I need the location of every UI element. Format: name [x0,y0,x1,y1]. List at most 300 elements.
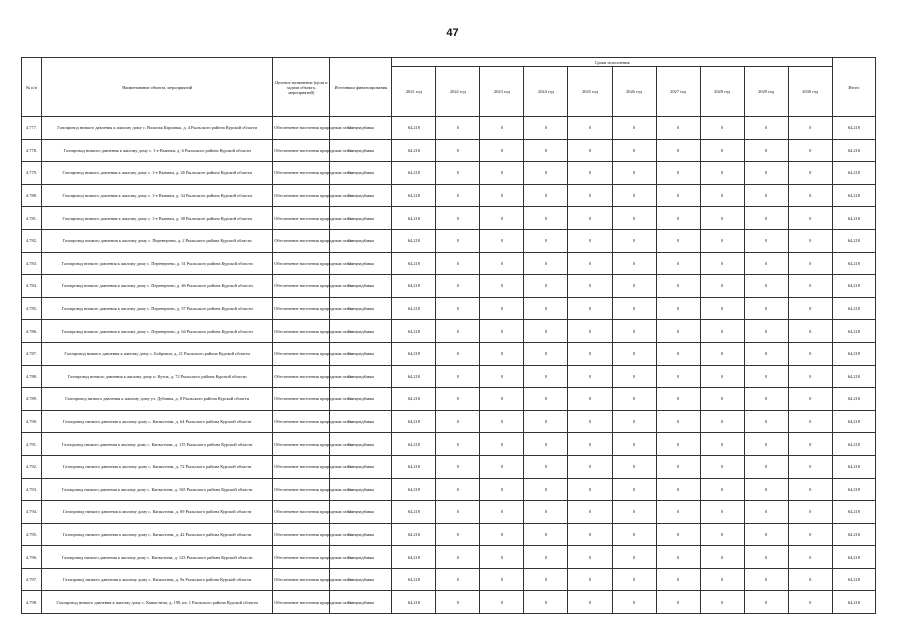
header-group: Сроки исполнения [392,58,832,67]
row-year-value: 0 [480,568,524,591]
row-year-value: 0 [744,568,788,591]
row-year-value: 0 [700,117,744,140]
row-year-value: 0 [788,297,832,320]
row-year-value: 0 [700,478,744,501]
row-year-value: 0 [700,501,744,524]
row-year-value: 0 [656,229,700,252]
row-total: 64,218 [832,139,875,162]
row-year-value: 64,218 [392,455,436,478]
row-year-value: 0 [524,433,568,456]
row-purpose: Обеспечение населения природным газом [273,342,330,365]
row-year-value: 0 [612,139,656,162]
row-year-value: 0 [480,320,524,343]
row-total: 64,218 [832,546,875,569]
row-year-value: 0 [612,591,656,614]
row-year-value: 0 [788,229,832,252]
row-name: Газопровод низкого давления к жилому дому с. Капыстичи, д. 42 Рыльского района Курской области [42,523,273,546]
row-year-value: 0 [656,546,700,569]
row-year-value: 0 [612,501,656,524]
row-year-value: 0 [656,297,700,320]
row-number: 4.796. [22,546,42,569]
row-year-value: 0 [700,184,744,207]
table-row [22,478,876,501]
header-year: 2021 год [392,67,436,117]
row-year-value: 0 [436,320,480,343]
header-purpose: Целевое назначение (цели и задачи объекта, мероприятий) [273,58,330,117]
table-row [22,139,876,162]
row-year-value: 0 [744,591,788,614]
row-year-value: 0 [480,591,524,614]
row-year-value: 0 [612,342,656,365]
row-purpose: Обеспечение населения природным газом [273,546,330,569]
row-year-value: 0 [480,501,524,524]
row-year-value: 0 [568,252,612,275]
row-year-value: 0 [744,342,788,365]
row-year-value: 0 [524,478,568,501]
row-purpose: Обеспечение населения природным газом [273,229,330,252]
row-year-value: 0 [524,229,568,252]
row-year-value: 0 [656,501,700,524]
header-year: 2024 год [524,67,568,117]
row-year-value: 64,218 [392,410,436,433]
row-purpose: Обеспечение населения природным газом [273,184,330,207]
row-year-value: 0 [436,139,480,162]
table-row [22,275,876,298]
row-purpose: Обеспечение населения природным газом [273,117,330,140]
row-year-value: 0 [744,388,788,411]
row-number: 4.791. [22,433,42,456]
row-year-value: 0 [436,433,480,456]
row-purpose: Обеспечение населения природным газом [273,410,330,433]
table-row [22,162,876,185]
header-year: 2030 год [788,67,832,117]
row-total: 64,218 [832,388,875,411]
row-year-value: 0 [656,591,700,614]
table-row [22,365,876,388]
row-year-value: 0 [700,275,744,298]
row-year-value: 64,218 [392,184,436,207]
row-year-value: 0 [480,162,524,185]
table-body [22,117,876,614]
row-year-value: 0 [480,455,524,478]
program-table [21,57,876,614]
row-year-value: 0 [568,410,612,433]
row-year-value: 0 [612,365,656,388]
row-source: Спецнадбавка [330,297,392,320]
row-year-value: 0 [700,433,744,456]
row-total: 64,218 [832,342,875,365]
row-year-value: 0 [656,388,700,411]
header-num: № п/п [22,58,42,117]
row-year-value: 0 [436,207,480,230]
row-purpose: Обеспечение населения природным газом [273,501,330,524]
row-source: Спецнадбавка [330,320,392,343]
row-year-value: 0 [788,275,832,298]
row-year-value: 0 [656,184,700,207]
row-total: 64,218 [832,297,875,320]
row-year-value: 0 [480,184,524,207]
row-year-value: 0 [700,388,744,411]
row-year-value: 0 [656,433,700,456]
row-year-value: 0 [612,523,656,546]
row-year-value: 0 [436,365,480,388]
row-total: 64,218 [832,591,875,614]
row-number: 4.793. [22,478,42,501]
row-year-value: 0 [524,252,568,275]
table-row [22,433,876,456]
row-name: Газопровод низкого давления к жилому дому с. Капыстичи, д. 123 Рыльского района Курской области [42,546,273,569]
table-row [22,568,876,591]
row-year-value: 0 [700,297,744,320]
row-year-value: 0 [436,410,480,433]
row-year-value: 0 [700,591,744,614]
row-number: 4.785. [22,297,42,320]
row-year-value: 64,218 [392,320,436,343]
row-purpose: Обеспечение населения природным газом [273,433,330,456]
table-row [22,297,876,320]
row-year-value: 0 [568,275,612,298]
row-year-value: 0 [480,297,524,320]
row-year-value: 0 [524,297,568,320]
header-year: 2028 год [700,67,744,117]
row-source: Спецнадбавка [330,591,392,614]
row-number: 4.798. [22,591,42,614]
row-year-value: 0 [788,501,832,524]
row-year-value: 0 [612,162,656,185]
row-year-value: 0 [700,252,744,275]
row-total: 64,218 [832,207,875,230]
row-year-value: 0 [480,139,524,162]
row-year-value: 0 [524,410,568,433]
row-year-value: 0 [436,546,480,569]
header-year: 2025 год [568,67,612,117]
row-year-value: 0 [656,455,700,478]
row-year-value: 0 [436,229,480,252]
row-year-value: 0 [524,117,568,140]
table-row [22,320,876,343]
row-year-value: 0 [524,162,568,185]
row-year-value: 0 [700,162,744,185]
table-row [22,591,876,614]
header-source: Источники финансирования [330,58,392,117]
row-year-value: 0 [568,365,612,388]
row-number: 4.790. [22,410,42,433]
row-year-value: 0 [612,275,656,298]
row-name: Газопровод низкого давления к жилому дому с. Капыстичи, д. 115 Рыльского района Курской области [42,433,273,456]
row-year-value: 0 [436,455,480,478]
row-year-value: 64,218 [392,523,436,546]
row-total: 64,218 [832,410,875,433]
row-number: 4.797. [22,568,42,591]
row-number: 4.795. [22,523,42,546]
row-year-value: 0 [744,501,788,524]
header-year: 2027 год [656,67,700,117]
row-year-value: 0 [788,365,832,388]
row-year-value: 0 [744,320,788,343]
row-year-value: 0 [436,297,480,320]
row-number: 4.789. [22,388,42,411]
row-year-value: 0 [612,320,656,343]
row-name: Газопровод низкого давления к жилому дому с. 1-е Вьюнки, д. 34 Рыльского района Курской области [42,184,273,207]
row-year-value: 64,218 [392,252,436,275]
row-year-value: 64,218 [392,297,436,320]
row-number: 4.779. [22,162,42,185]
row-year-value: 0 [744,478,788,501]
row-year-value: 0 [700,139,744,162]
row-year-value: 0 [700,207,744,230]
row-year-value: 0 [788,478,832,501]
row-year-value: 0 [656,342,700,365]
row-source: Спецнадбавка [330,162,392,185]
row-year-value: 0 [524,342,568,365]
row-total: 64,218 [832,162,875,185]
row-year-value: 0 [700,342,744,365]
row-total: 64,218 [832,523,875,546]
row-total: 64,218 [832,455,875,478]
row-year-value: 0 [568,320,612,343]
row-year-value: 0 [480,546,524,569]
row-purpose: Обеспечение населения природным газом [273,478,330,501]
table-row [22,342,876,365]
row-year-value: 0 [436,162,480,185]
row-year-value: 0 [700,546,744,569]
table-row [22,455,876,478]
row-year-value: 0 [524,365,568,388]
header-year: 2026 год [612,67,656,117]
row-total: 64,218 [832,568,875,591]
row-total: 64,218 [832,478,875,501]
row-year-value: 0 [788,433,832,456]
row-year-value: 0 [700,455,744,478]
row-year-value: 64,218 [392,162,436,185]
row-year-value: 0 [524,207,568,230]
row-name: Газопровод низкого давления к жилому дому с. 1-е Вьюнки, д. 6 Рыльского района Курской области [42,139,273,162]
row-purpose: Обеспечение населения природным газом [273,207,330,230]
row-year-value: 0 [656,162,700,185]
row-year-value: 0 [744,297,788,320]
row-year-value: 0 [744,117,788,140]
row-name: Газопровод низкого давления к жилому дому с. Переверзево, д. 46 Рыльского района Курской области [42,275,273,298]
row-year-value: 0 [612,455,656,478]
row-year-value: 0 [744,184,788,207]
row-year-value: 0 [436,501,480,524]
row-year-value: 0 [744,139,788,162]
row-year-value: 0 [612,297,656,320]
row-year-value: 0 [700,229,744,252]
row-year-value: 0 [612,207,656,230]
row-year-value: 0 [524,139,568,162]
row-year-value: 64,218 [392,229,436,252]
row-year-value: 0 [436,568,480,591]
row-source: Спецнадбавка [330,207,392,230]
row-total: 64,218 [832,229,875,252]
row-year-value: 0 [568,207,612,230]
table-row [22,410,876,433]
row-year-value: 0 [524,546,568,569]
row-year-value: 0 [788,388,832,411]
row-year-value: 0 [788,162,832,185]
row-year-value: 0 [656,478,700,501]
row-year-value: 64,218 [392,365,436,388]
row-year-value: 0 [436,591,480,614]
row-source: Спецнадбавка [330,229,392,252]
row-year-value: 64,218 [392,433,436,456]
row-year-value: 0 [480,252,524,275]
row-year-value: 0 [480,410,524,433]
row-year-value: 64,218 [392,117,436,140]
row-year-value: 0 [788,410,832,433]
row-year-value: 64,218 [392,568,436,591]
row-year-value: 0 [700,523,744,546]
row-year-value: 0 [744,229,788,252]
row-name: Газопровод низкого давления к жилому дому с. 1-е Вьюнки, д. 26 Рыльского района Курской области [42,162,273,185]
row-year-value: 0 [568,523,612,546]
row-name: Газопровод низкого давления к жилому дому с. Капыстичи, д. 199, кв. 1 Рыльского района Курской области [42,591,273,614]
row-year-value: 0 [568,501,612,524]
row-total: 64,218 [832,184,875,207]
row-year-value: 0 [436,342,480,365]
row-year-value: 0 [524,388,568,411]
row-year-value: 0 [436,252,480,275]
row-year-value: 64,218 [392,478,436,501]
row-year-value: 64,218 [392,342,436,365]
row-year-value: 64,218 [392,591,436,614]
row-year-value: 0 [480,365,524,388]
row-name: Газопровод низкого давления к жилому дому с. Капыстичи, д. 69 Рыльского района Курской области [42,501,273,524]
row-name: Газопровод низкого давления к жилому дому п. Куток, д. 72 Рыльского района Курской области [42,365,273,388]
row-year-value: 0 [436,275,480,298]
row-total: 64,218 [832,320,875,343]
row-number: 4.792. [22,455,42,478]
table-row [22,184,876,207]
row-purpose: Обеспечение населения природным газом [273,568,330,591]
row-source: Спецнадбавка [330,184,392,207]
row-year-value: 0 [524,320,568,343]
row-year-value: 0 [612,433,656,456]
row-year-value: 0 [656,523,700,546]
row-year-value: 0 [612,117,656,140]
row-year-value: 0 [788,184,832,207]
row-total: 64,218 [832,365,875,388]
row-year-value: 0 [480,342,524,365]
table-row [22,388,876,411]
row-name: Газопровод низкого давления к жилому дому с. Бобрыши, д. 21 Рыльского района Курской области [42,342,273,365]
row-source: Спецнадбавка [330,410,392,433]
row-purpose: Обеспечение населения природным газом [273,591,330,614]
row-number: 4.782. [22,229,42,252]
row-name: Газопровод низкого давления к жилому дому с. Переверзево, д. 57 Рыльского района Курской области [42,297,273,320]
row-number: 4.783. [22,252,42,275]
row-number: 4.786. [22,320,42,343]
row-year-value: 0 [788,320,832,343]
row-source: Спецнадбавка [330,523,392,546]
row-year-value: 0 [612,546,656,569]
row-purpose: Обеспечение населения природным газом [273,523,330,546]
row-source: Спецнадбавка [330,388,392,411]
row-name: Газопровод низкого давления к жилому дому с. 1-е Вьюнки, д. 38 Рыльского района Курской области [42,207,273,230]
row-year-value: 0 [744,252,788,275]
row-year-value: 0 [656,365,700,388]
row-year-value: 64,218 [392,275,436,298]
row-year-value: 0 [480,275,524,298]
header-total: Итого [832,58,875,117]
row-year-value: 0 [612,478,656,501]
row-year-value: 64,218 [392,207,436,230]
row-number: 4.780. [22,184,42,207]
table-row [22,207,876,230]
row-year-value: 0 [568,455,612,478]
row-year-value: 0 [656,320,700,343]
row-year-value: 0 [568,478,612,501]
row-year-value: 0 [436,117,480,140]
row-year-value: 0 [788,591,832,614]
row-year-value: 0 [568,139,612,162]
row-name: Газопровод низкого давления к жилому дому с. Переверзево, д. 2 Рыльского района Курской области [42,229,273,252]
row-number: 4.781. [22,207,42,230]
row-purpose: Обеспечение населения природным газом [273,455,330,478]
row-year-value: 0 [524,501,568,524]
row-year-value: 0 [700,365,744,388]
row-number: 4.794. [22,501,42,524]
row-year-value: 0 [436,388,480,411]
row-number: 4.777. [22,117,42,140]
row-year-value: 64,218 [392,139,436,162]
row-year-value: 0 [612,229,656,252]
row-year-value: 64,218 [392,388,436,411]
row-purpose: Обеспечение населения природным газом [273,162,330,185]
row-year-value: 0 [524,455,568,478]
row-year-value: 0 [788,252,832,275]
row-year-value: 0 [612,252,656,275]
row-year-value: 0 [656,139,700,162]
row-year-value: 0 [568,162,612,185]
row-year-value: 0 [788,139,832,162]
row-name: Газопровод низкого давления к жилому дому с. Капыстичи, д. 165 Рыльского района Курской области [42,478,273,501]
row-year-value: 0 [700,410,744,433]
row-purpose: Обеспечение населения природным газом [273,252,330,275]
row-year-value: 0 [568,433,612,456]
row-year-value: 0 [612,568,656,591]
row-year-value: 0 [744,546,788,569]
table-row [22,523,876,546]
row-year-value: 0 [568,342,612,365]
row-name: Газопровод низкого давления к жилому дому с. Капыстичи, д. 64 Рыльского района Курской области [42,410,273,433]
row-year-value: 0 [480,117,524,140]
row-year-value: 0 [700,568,744,591]
row-year-value: 64,218 [392,501,436,524]
header-year: 2022 год [436,67,480,117]
row-year-value: 0 [788,455,832,478]
row-year-value: 0 [436,184,480,207]
row-source: Спецнадбавка [330,117,392,140]
row-name: Газопровод низкого давления к жилому дому с. Переверзево, д. 31 Рыльского района Курской области [42,252,273,275]
row-year-value: 0 [788,546,832,569]
row-year-value: 0 [480,433,524,456]
row-number: 4.778. [22,139,42,162]
row-year-value: 0 [480,207,524,230]
row-year-value: 0 [788,207,832,230]
row-year-value: 0 [436,523,480,546]
row-year-value: 0 [568,388,612,411]
row-year-value: 0 [788,523,832,546]
row-year-value: 0 [656,252,700,275]
row-year-value: 0 [612,410,656,433]
row-total: 64,218 [832,252,875,275]
row-source: Спецнадбавка [330,455,392,478]
row-purpose: Обеспечение населения природным газом [273,388,330,411]
row-source: Спецнадбавка [330,433,392,456]
row-year-value: 0 [656,410,700,433]
